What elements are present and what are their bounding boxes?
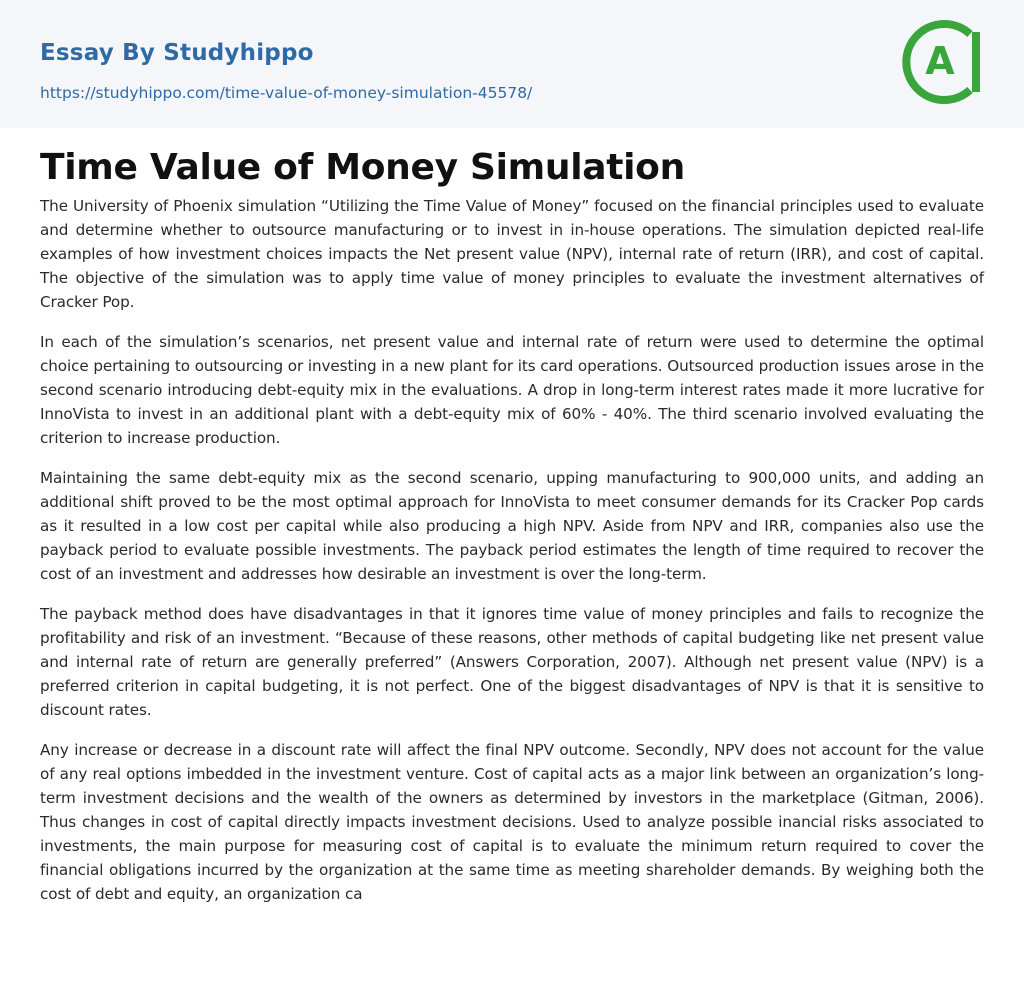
site-header (0, 0, 1024, 128)
paragraph-1: The University of Phoenix simulation “Utilizing the Time Value of Money” focused on the financial principles used to evaluate and determine whether to outsource manufacturing or to invest in in-house operations. The simulation depicted real-life examples of how investment choices impacts the Net present value (NPV), internal rate of return (IRR), and cost of capital. The objective of the simulation was to apply time value of money principles to evaluate the investment alternatives of Cracker Pop. (40, 197, 984, 311)
paragraph-5: Any increase or decrease in a discount rate will affect the final NPV outcome. Secondly, NPV does not account for the value of any real options imbedded in the investment venture. Cost of capital acts as a major link between an organization’s long-term investment decisions and the wealth of the owners as determined by investors in the marketplace (Gitman, 2006). Thus changes in cost of capital directly impacts investment decisions. Used to analyze possible inancial risks associated to investments, the main purpose for measuring cost of capital is to evaluate the minimum return required to cover the financial obligations incurred by the organization at the same time as meeting shareholder demands. By weighing both the cost of debt and equity, an organization ca (40, 741, 984, 903)
paragraph-3: Maintaining the same debt-equity mix as the second scenario, upping manufacturing to 900,000 units, and adding an additional shift proved to be the most optimal approach for InnoVista to meet consumer demands for its Cracker Pop cards as it resulted in a low cost per capital while also producing a high NPV. Aside from NPV and IRR, companies also use the payback period to evaluate possible investments. The payback period estimates the length of time required to recover the cost of an investment and addresses how desirable an investment is over the long-term. (40, 469, 984, 583)
paragraph-2: In each of the simulation’s scenarios, net present value and internal rate of return were used to determine the optimal choice pertaining to outsourcing or investing in a new plant for its card operations. Outsourced production issues arose in the second scenario introducing debt-equity mix in the evaluations. A drop in long-term interest rates made it more lucrative for InnoVista to invest in an additional plant with a debt-equity mix of 60% - 40%. The third scenario involved evaluating the criterion to increase production. (40, 333, 984, 447)
paragraph-4: The payback method does have disadvantages in that it ignores time value of money principles and fails to recognize the profitability and risk of an investment. “Because of these reasons, other methods of capital budgeting like net present value and internal rate of return are generally preferred” (Answers Corporation, 2007). Although net present value (NPV) is a preferred criterion in capital budgeting, it is not perfect. One of the biggest disadvantages of NPV is that it is sensitive to discount rates. (40, 605, 984, 719)
logo-letter: A (925, 39, 955, 83)
essay-url-link[interactable]: https://studyhippo.com/time-value-of-money-simulation-45578/ (40, 84, 533, 102)
article (40, 144, 984, 922)
brand-title: Essay By Studyhippo (40, 40, 314, 66)
studyhippo-logo-icon[interactable] (898, 18, 986, 106)
page-title: Time Value of Money Simulation (40, 147, 685, 188)
